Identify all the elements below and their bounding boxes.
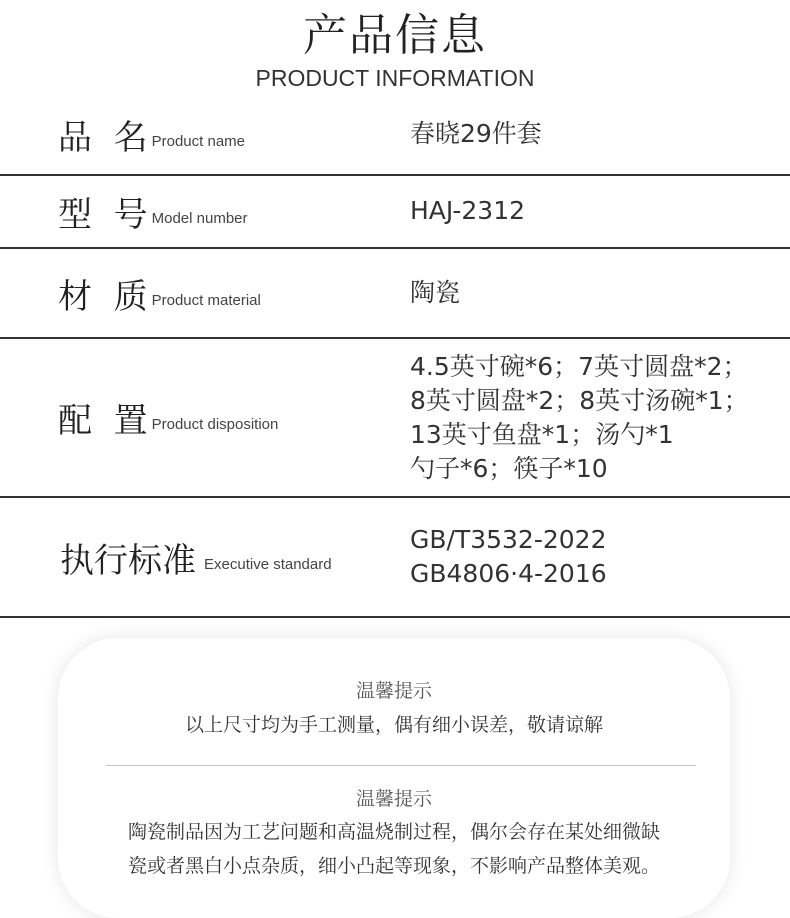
info-row-material [0, 249, 790, 337]
row-value [410, 249, 460, 337]
row-label [58, 176, 248, 246]
info-row-disposition [0, 339, 790, 496]
label-en: Executive standard [204, 555, 332, 573]
page-title: 产品信息 [303, 10, 487, 61]
tip-title: 温馨提示 [355, 680, 432, 702]
value-line: 春晓29件套 [410, 119, 542, 148]
tip-text: 陶瓷制品因为工艺问题和高温烧制过程，偶尔会存在某处细微缺 [127, 821, 660, 843]
value-line: 4.5英寸碗*6；7英寸圆盘*2； [410, 351, 748, 381]
info-row-standard [0, 498, 790, 616]
value-line: 13英寸鱼盘*1；汤勺*1 [410, 419, 674, 449]
label-cn: 品 名 [58, 117, 148, 158]
label-en: Model number [151, 209, 248, 227]
page-subtitle: PRODUCT INFORMATION [255, 65, 535, 91]
tips-card [58, 638, 730, 918]
label-cn: 型 号 [58, 194, 148, 235]
row-label [58, 339, 278, 496]
label-en: Product disposition [151, 416, 279, 433]
tip-text: 以上尺寸均为手工测量，偶有细小误差，敬请谅解 [184, 714, 603, 736]
tip-divider [106, 765, 696, 766]
row-divider [0, 616, 790, 618]
row-value [410, 339, 749, 496]
row-value [410, 96, 542, 172]
row-value [410, 498, 607, 616]
row-label [58, 249, 261, 337]
row-label [60, 498, 332, 616]
value-line: 8英寸圆盘*2；8英寸汤碗*1； [410, 385, 749, 415]
info-row-model-number [0, 176, 790, 246]
label-cn: 材 质 [58, 276, 148, 317]
label-en: Product name [151, 132, 246, 150]
info-row-product-name [0, 96, 790, 172]
value-line: GB/T3532-2022 [410, 525, 607, 554]
label-cn: 执行标准 [60, 540, 196, 581]
tip-text: 瓷或者黑白小点杂质，细小凸起等现象，不影响产品整体美观。 [127, 855, 660, 877]
label-en: Product material [151, 291, 261, 309]
value-line: HAJ-2312 [410, 196, 526, 225]
row-value [410, 176, 525, 246]
value-line: GB4806·4-2016 [410, 559, 607, 588]
value-line: 陶瓷 [410, 278, 461, 307]
label-cn: 配 置 [58, 401, 148, 441]
row-label [58, 96, 245, 172]
tip-title: 温馨提示 [355, 788, 432, 810]
value-line: 勺子*6；筷子*10 [410, 453, 608, 483]
